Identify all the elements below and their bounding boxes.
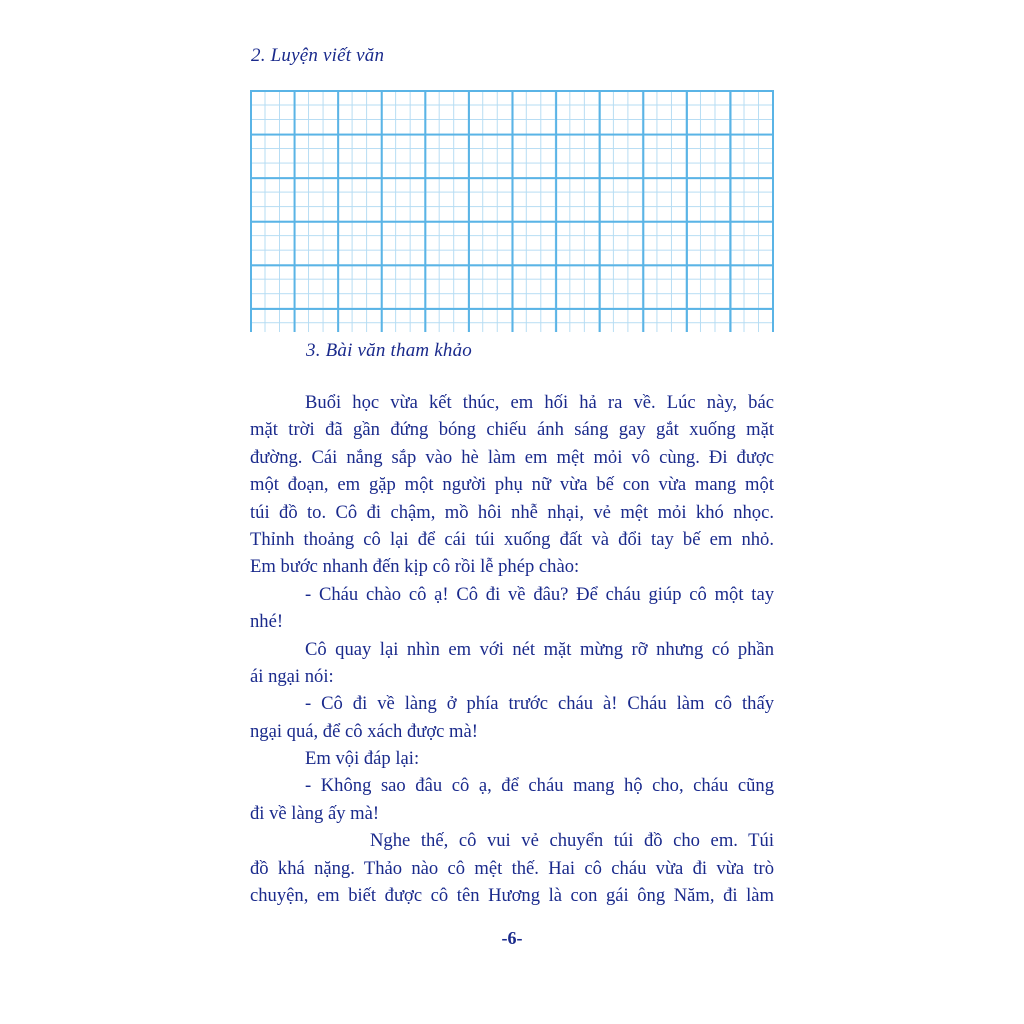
essay-line: túi đồ to. Cô đi chậm, mồ hôi nhễ nhại, vẻ mệt mỏi khó nhọc. bbox=[250, 501, 774, 523]
page-number: -6- bbox=[501, 928, 523, 948]
essay-line: Em bước nhanh đến kịp cô rồi lễ phép chào: bbox=[250, 556, 580, 578]
reference-essay bbox=[250, 389, 774, 909]
dialogue-line: - Cháu chào cô ạ! Cô đi về đâu? Để cháu giúp cô một tay bbox=[305, 583, 774, 605]
dialogue-line: - Cô đi về làng ở phía trước cháu à! Cháu làm cô thấy bbox=[305, 693, 774, 715]
essay-line: đồ khá nặng. Thảo nào cô mệt thế. Hai cô cháu vừa đi vừa trò bbox=[250, 857, 774, 879]
dialogue-line: đi về làng ấy mà! bbox=[250, 802, 380, 824]
essay-line: Nghe thế, cô vui vẻ chuyển túi đồ cho em. Túi bbox=[370, 830, 774, 852]
dialogue-line: nhé! bbox=[250, 611, 284, 633]
essay-line: mặt trời đã gần đứng bóng chiếu ánh sáng gay gắt xuống mặt bbox=[250, 419, 774, 441]
dialogue-line: - Không sao đâu cô ạ, để cháu mang hộ cho, cháu cũng bbox=[305, 775, 774, 797]
essay-line: Em vội đáp lại: bbox=[305, 748, 420, 770]
essay-line: Buổi học vừa kết thúc, em hối hả ra về. Lúc này, bác bbox=[305, 392, 774, 413]
essay-line: ái ngại nói: bbox=[250, 665, 334, 687]
essay-line: đường. Cái nắng sắp vào hè làm em mệt mỏi vô cùng. Đi được bbox=[250, 446, 774, 468]
essay-line: Thỉnh thoảng cô lại để cái túi xuống đất và đổi tay bế em nhỏ. bbox=[250, 528, 774, 550]
essay-line: một đoạn, em gặp một người phụ nữ vừa bế con vừa mang một bbox=[250, 474, 774, 496]
dialogue-line: ngại quá, để cô xách được mà! bbox=[250, 720, 478, 742]
essay-line: Cô quay lại nhìn em với nét mặt mừng rỡ nhưng có phần bbox=[305, 638, 774, 660]
writing-practice-grid bbox=[250, 90, 774, 332]
essay-line: chuyện, em biết được cô tên Hương là con gái ông Năm, đi làm bbox=[250, 885, 774, 907]
section-heading-practice: 2. Luyện viết văn bbox=[251, 45, 385, 66]
section-heading-reference: 3. Bài văn tham khảo bbox=[306, 340, 473, 361]
